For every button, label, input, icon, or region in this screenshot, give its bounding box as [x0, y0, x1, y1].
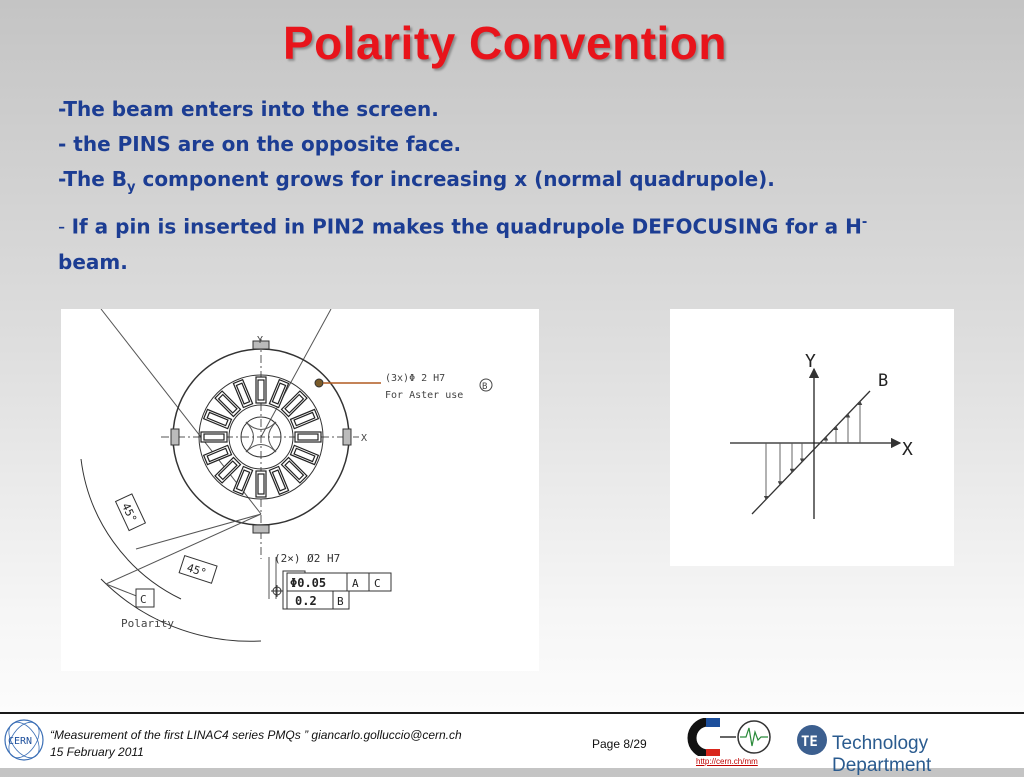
- magnet-block-inner: [204, 434, 224, 440]
- cern-logo-icon: [2, 716, 46, 764]
- bullet-3-post: component grows for increasing x (normal quadrupole).: [135, 167, 775, 191]
- plot-y-label: Y: [805, 351, 816, 372]
- angle-label-1: 45°: [119, 501, 140, 525]
- hole-note: (2×) Ø2 H7: [274, 552, 341, 565]
- polarity-label: Polarity: [121, 617, 174, 630]
- mm-link[interactable]: http://cern.ch/mm: [696, 757, 758, 766]
- bullet-3-sub: y: [127, 180, 136, 195]
- datum-c-label: C: [140, 593, 147, 606]
- bullet-3: [58, 162, 958, 205]
- svg-text:TE: TE: [801, 734, 818, 750]
- bullet-4-sup: -: [861, 215, 868, 230]
- bullet-5: beam.: [58, 249, 128, 274]
- tol-1-ref-c: C: [374, 577, 381, 590]
- magnet-block-inner: [298, 434, 318, 440]
- bullet-4-dash: -: [58, 214, 72, 239]
- magnet-block-inner: [258, 474, 264, 494]
- drawing-x-label: X: [361, 433, 368, 444]
- quadrupole-drawing: [61, 309, 539, 671]
- field-plot: [670, 309, 954, 566]
- bullet-2: - the PINS are on the opposite face.: [58, 132, 462, 156]
- plot-x-label: X: [902, 439, 913, 460]
- svg-text:CERN: CERN: [8, 736, 33, 747]
- bullet-4: [58, 205, 958, 245]
- tol-2: 0.2: [295, 594, 317, 608]
- department-name: Technology Department: [832, 733, 932, 776]
- bullet-4-text: If a pin is inserted in PIN2 makes the quadrupole DEFOCUSING for a H: [71, 214, 862, 239]
- te-logo-icon: [796, 724, 828, 756]
- magnet-logo-icon: [680, 718, 775, 756]
- footer-date: 15 February 2011: [50, 745, 144, 759]
- pin-note-1: (3x)Φ 2 H7: [385, 373, 446, 384]
- page-number: Page 8/29: [592, 737, 647, 751]
- tol-2-ref: B: [337, 595, 344, 608]
- footer-citation-block: [50, 727, 462, 761]
- pin-note-2: For Aster use: [385, 390, 464, 401]
- drawing-y-label: Y: [257, 335, 264, 346]
- bullet-1: -The beam enters into the screen.: [58, 97, 439, 121]
- magnet-block-inner: [258, 380, 264, 400]
- footer-citation: “Measurement of the first LINAC4 series PMQs ” giancarlo.golluccio@cern.ch: [50, 728, 462, 742]
- slide-title: Polarity Convention: [283, 17, 727, 69]
- bullet-list: [58, 92, 958, 280]
- plot-b-label: B: [878, 371, 889, 391]
- bullet-3-pre: -The B: [58, 167, 128, 191]
- tol-1-ref-a: A: [352, 577, 359, 590]
- datum-b-label: B: [482, 382, 488, 392]
- angle-label-2: 45°: [185, 561, 209, 580]
- tol-1: Φ0.05: [290, 576, 327, 590]
